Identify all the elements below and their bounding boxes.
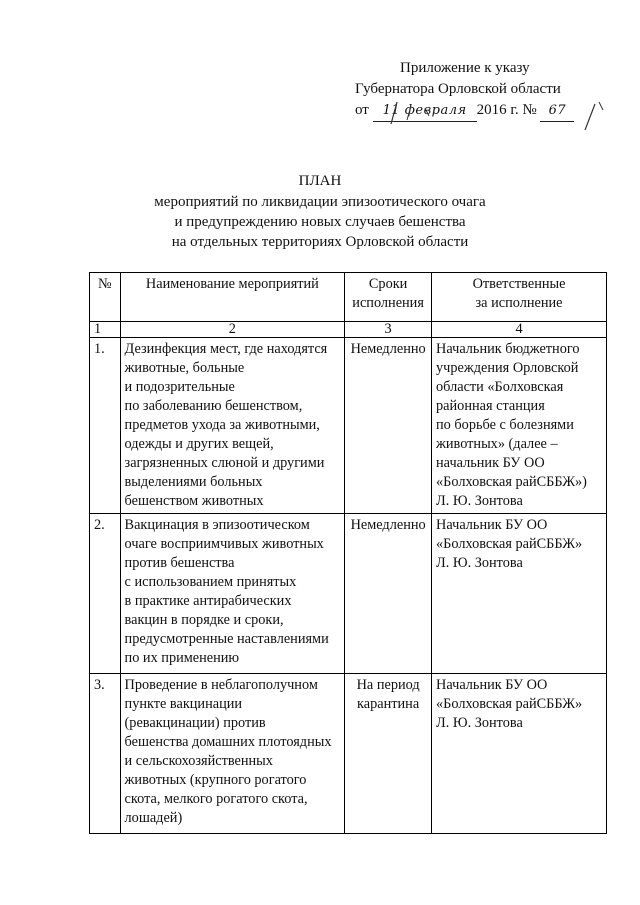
subtitle-line: мероприятий по ликвидации эпизоотического очага: [154, 194, 486, 210]
table-header-row: [90, 273, 607, 322]
measures-table: [89, 272, 607, 834]
document-header: [355, 58, 595, 122]
row-term: На период карантина: [345, 674, 432, 834]
table-row: [90, 338, 607, 514]
plan-subtitle: [100, 192, 540, 252]
row-responsible: Начальник бюджетного учреждения Орловской области «Болховская районная станция по борьбе с болезнями животных» (далее – начальник БУ ОО «Болховская райСББЖ») Л. Ю. Зонтова: [432, 338, 607, 514]
row-measure: Вакцинация в эпизоотическом очаге восприимчивых животных против бешенства с использованием принятых в практике антирабических вакцин в порядке и сроки, предусмотренные наставлениями по их применению: [120, 514, 345, 674]
row-measure: Проведение в неблагополучном пункте вакцинации (ревакцинации) против бешенства домашних плотоядных и сельскохозяйственных животных (крупного рогатого скота, мелкого рогатого скота, лошадей): [120, 674, 345, 834]
row-number: 2.: [90, 514, 121, 674]
row-responsible: Начальник БУ ОО «Болховская райСББЖ» Л. Ю. Зонтова: [432, 514, 607, 674]
subtitle-line: на отдельных территориях Орловской области: [171, 234, 469, 250]
header-line-governor: Губернатора Орловской области: [355, 81, 561, 97]
header-line-appendix: Приложение к указу: [400, 60, 530, 76]
table-row: [90, 674, 607, 834]
column-number: 1: [90, 322, 121, 338]
from-label: от: [355, 102, 369, 118]
column-number-row: [90, 322, 607, 338]
row-measure: Дезинфекция мест, где находятся животные, больные и подозрительные по заболеванию бешенством, предметов ухода за животными, одежды и других вещей, загрязненных слюной и другими выделениями больных бешенством животных: [120, 338, 345, 514]
column-number: 3: [345, 322, 432, 338]
row-term: Немедленно: [345, 338, 432, 514]
handwritten-number: 67: [540, 100, 574, 122]
handwritten-date: 11 февраля: [373, 100, 477, 122]
row-term: Немедленно: [345, 514, 432, 674]
header-responsible: Ответственные за исполнение: [432, 273, 607, 322]
header-number: №: [90, 273, 121, 322]
year-label: 2016 г. №: [476, 102, 537, 118]
pen-strokes-icon: [367, 96, 627, 136]
column-number: 2: [120, 322, 345, 338]
row-number: 3.: [90, 674, 121, 834]
header-name: Наименование мероприятий: [120, 273, 345, 322]
header-term: Сроки исполнения: [345, 273, 432, 322]
plan-title: ПЛАН: [298, 173, 342, 189]
subtitle-line: и предупреждению новых случаев бешенства: [174, 214, 466, 230]
table-row: [90, 514, 607, 674]
row-responsible: Начальник БУ ОО «Болховская райСББЖ» Л. Ю. Зонтова: [432, 674, 607, 834]
column-number: 4: [432, 322, 607, 338]
row-number: 1.: [90, 338, 121, 514]
